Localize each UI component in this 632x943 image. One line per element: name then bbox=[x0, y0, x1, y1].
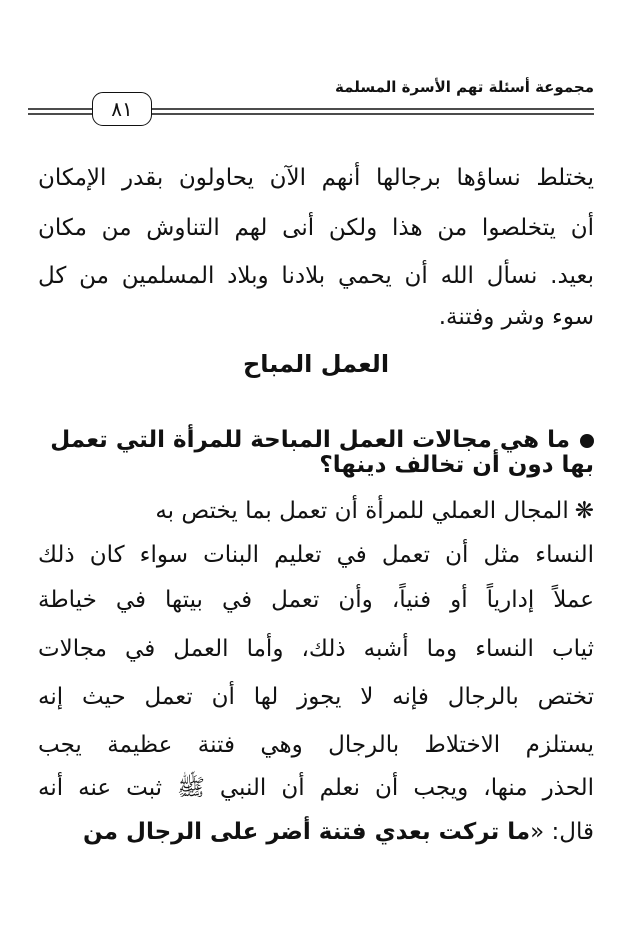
answer-line bbox=[38, 496, 594, 527]
running-header-title: مجموعة أسئلة تهم الأسرة المسلمة bbox=[335, 78, 594, 96]
answer-line: عملاً إدارياً أو فنياً، وأن تعمل في بيتها في خياطة bbox=[38, 587, 594, 613]
section-heading: العمل المباح bbox=[242, 350, 390, 378]
answer-line: تختص بالرجال فإنه لا يجوز لها أن تعمل حيث إنه bbox=[38, 684, 594, 710]
body-line: أن يتخلصوا من هذا ولكن أنى لهم التناوش من مكان bbox=[38, 215, 594, 241]
page-number-badge: ٨١ bbox=[92, 92, 152, 126]
answer-first-text: المجال العملي للمرأة أن تعمل بما يختص به bbox=[155, 498, 569, 524]
answer-line bbox=[38, 817, 594, 848]
body-line: سوء وشر وفتنة. bbox=[438, 304, 594, 330]
question-text: ما هي مجالات العمل المباحة للمرأة التي تعمل bbox=[50, 427, 570, 453]
body-line: يختلط نساؤها برجالها أنهم الآن يحاولون بقدر الإمكان bbox=[38, 165, 594, 191]
hadith-quote: ما تركت بعدي فتنة أضر على الرجال من bbox=[83, 819, 531, 845]
bullet-icon bbox=[580, 434, 594, 448]
answer-line: ثياب النساء وما أشبه ذلك، وأما العمل في مجالات bbox=[38, 636, 594, 662]
answer-line: يستلزم الاختلاط بالرجال وهي فتنة عظيمة يجب bbox=[38, 732, 594, 758]
asterism-icon: ❋ bbox=[574, 498, 594, 524]
body-line: بعيد. نسأل الله أن يحمي بلادنا وبلاد المسلمين من كل bbox=[38, 263, 594, 289]
answer-line: الحذر منها، ويجب أن نعلم أن النبي ﷺ ثبت عنه أنه bbox=[38, 775, 594, 801]
question-line: بها دون أن تخالف دينها؟ bbox=[319, 452, 594, 478]
answer-last-plain: قال: « bbox=[530, 819, 594, 845]
answer-line: النساء مثل أن تعمل في تعليم البنات سواء كان ذلك bbox=[38, 542, 594, 568]
